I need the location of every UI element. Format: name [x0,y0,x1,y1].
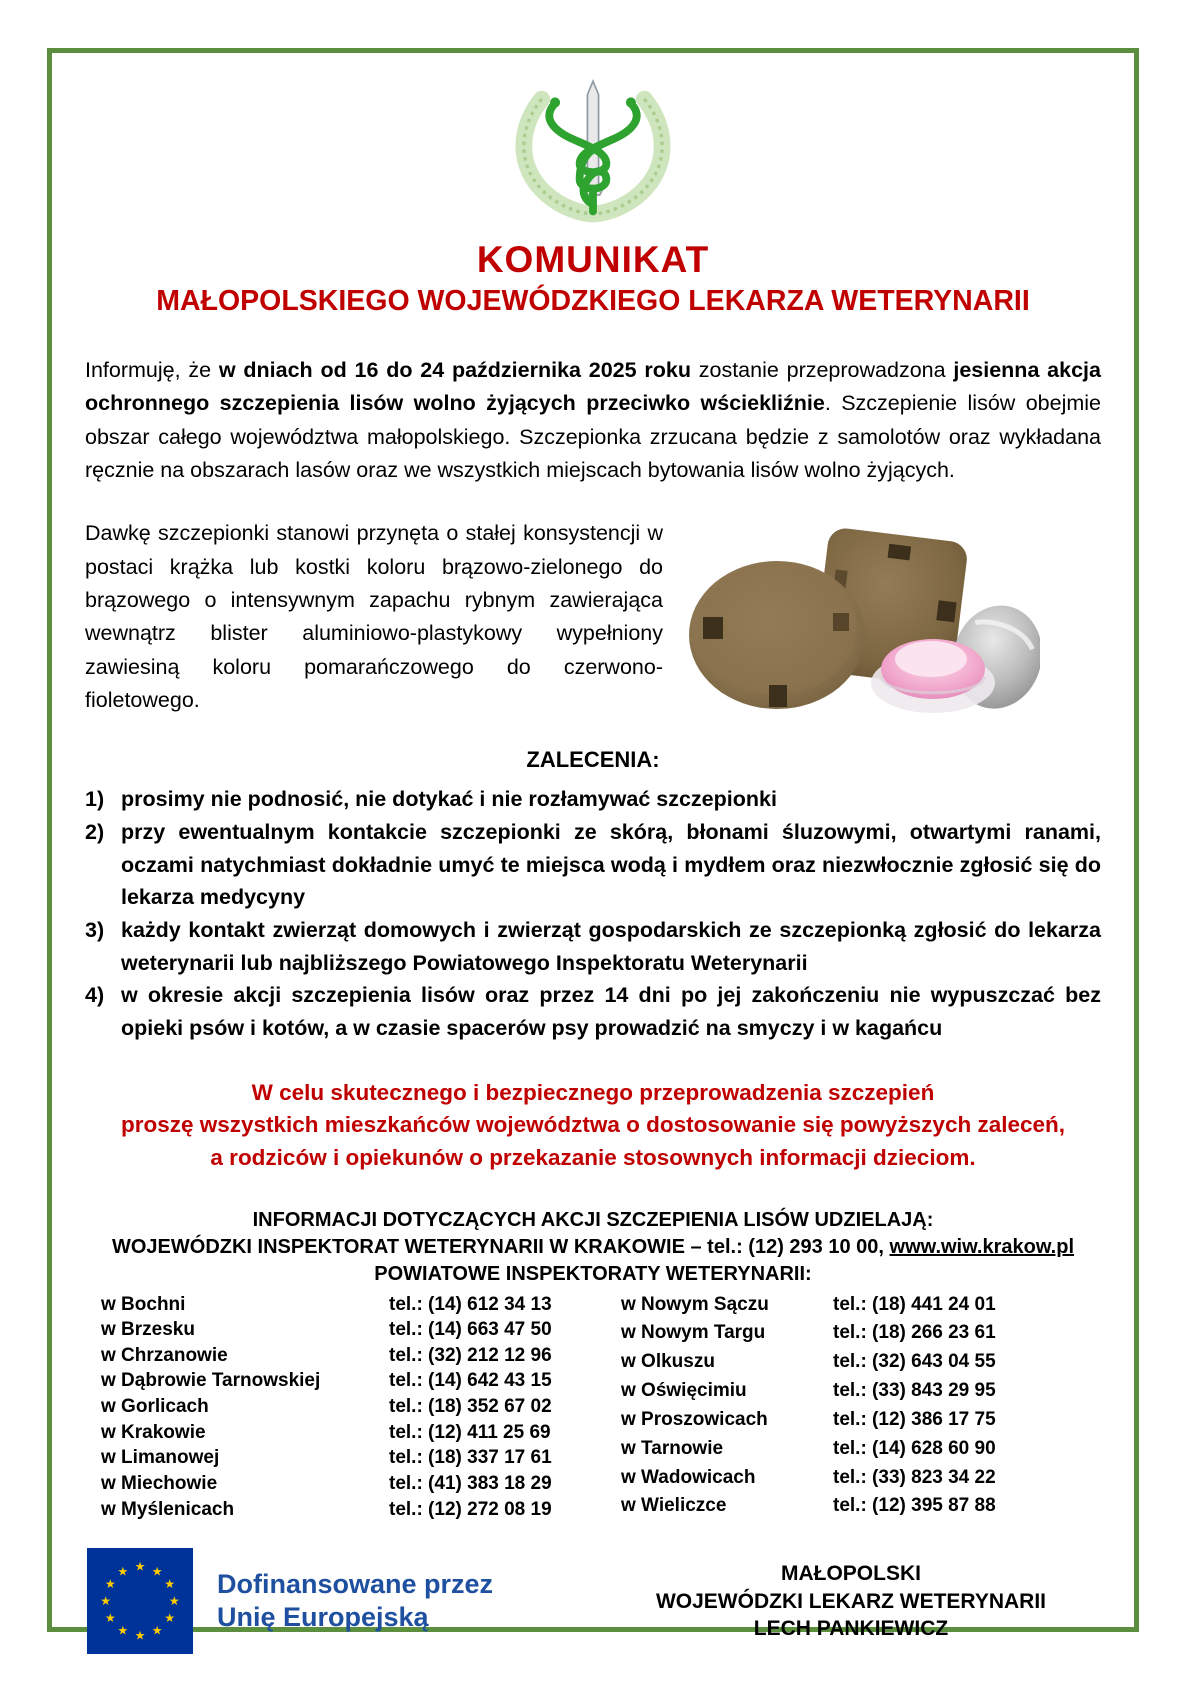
contact-phone: tel.: (12) 395 87 88 [833,1495,996,1517]
contact-office: w Nowym Sączu [621,1293,769,1315]
logo-container [85,79,1101,229]
contact-office: w Oświęcimiu [621,1380,747,1402]
list-item-number: 3) [85,917,105,942]
contact-office: w Chrzanowie [101,1344,228,1366]
contact-office: w Tarnowie [621,1437,724,1459]
zalecenia-list [85,783,1101,1044]
svg-text:★: ★ [164,1577,176,1592]
svg-text:★: ★ [168,1594,180,1609]
appeal-line: W celu skutecznego i bezpiecznego przeprowadzenia szczepień [251,1079,935,1105]
eu-flag-icon [87,1548,193,1654]
contact-office: w Wadowicach [621,1466,756,1488]
contact-office: w Limanowej [101,1447,220,1469]
signature-line: WOJEWÓDZKI LEKARZ WETERYNARII [655,1589,1046,1613]
contact-phone: tel.: (12) 411 25 69 [389,1421,551,1443]
contact-office: w Bochni [101,1293,186,1315]
info-voivodeship-text: WOJEWÓDZKI INSPEKTORAT WETERYNARII W KRAKOWIE – tel.: (12) 293 10 00, [112,1235,890,1258]
contact-office: w Myślenicach [101,1498,235,1520]
contact-phone: tel.: (12) 272 08 19 [389,1498,552,1520]
contact-phone: tel.: (18) 441 24 01 [833,1293,996,1315]
veterinary-caduceus-icon [498,79,688,224]
eu-funding-line: Dofinansowane przez [217,1568,494,1599]
contact-phone: tel.: (12) 386 17 75 [833,1408,996,1430]
list-item-text: w okresie akcji szczepienia lisów oraz przez 14 dni po jej zakończeniu nie wypuszczać bez opieki psów i kotów, a w czasie spacerów psy prowadzić na smyczy i w kagańcu [121,983,1101,1040]
svg-text:★: ★ [104,1577,116,1592]
contact-phone: tel.: (18) 337 17 61 [389,1447,552,1469]
text-segment: Informuję, że [85,358,219,382]
contact-phone: tel.: (14) 642 43 15 [389,1370,552,1392]
svg-text:★: ★ [104,1611,116,1626]
contact-office: w Nowym Targu [621,1322,766,1344]
appeal-line: proszę wszystkich mieszkańców województwa o dostosowanie się powyższych zaleceń, [120,1112,1066,1138]
list-item-number: 1) [85,787,105,812]
contact-phone: tel.: (32) 643 04 55 [833,1351,996,1373]
dose-paragraph: Dawkę szczepionki stanowi przynęta o stałej konsystencji w postaci krążka lub kostki koloru brązowo-zielonego do brązowego o intensywnym zapachu rybnym zawierająca wewnątrz blister aluminiowo-plastykowy wypełniony zawiesiną koloru pomarańczowego do czerwono-fioletowego. [85,521,663,712]
contact-office: w Proszowicach [621,1408,768,1430]
wiw-krakow-link[interactable]: www.wiw.krakow.pl [889,1235,1074,1258]
page-title: KOMUNIKAT [476,239,710,280]
contact-phone: tel.: (14) 612 34 13 [389,1293,552,1315]
signature-block [656,1560,1046,1642]
info-block [85,1207,1101,1288]
contact-phone: tel.: (32) 212 12 96 [389,1344,552,1366]
list-item-text: prosimy nie podnosić, nie dotykać i nie rozłamywać szczepionki [121,787,777,812]
contact-phone: tel.: (14) 663 47 50 [389,1319,552,1341]
svg-text:★: ★ [151,1564,163,1579]
signature-line: MAŁOPOLSKI [780,1562,921,1586]
contacts-left-column [101,1292,619,1523]
text-segment: jesienna akcja ochronnego szczepienia lisów wolno żyjących przeciwko wściekliźnie [85,358,1107,416]
contact-office: w Dąbrowie Tarnowskiej [101,1370,321,1392]
signature-line: LECH PANKIEWICZ [753,1616,949,1640]
info-heading: INFORMACJI DOTYCZĄCYCH AKCJI SZCZEPIENIA LISÓW UDZIELAJĄ: [252,1208,934,1231]
intro-paragraph [85,354,1107,487]
dose-section [85,517,1101,717]
list-item-number: 2) [85,819,105,844]
list-item [85,783,1101,816]
svg-text:★: ★ [134,1628,146,1643]
svg-text:★: ★ [117,1623,129,1638]
contacts-table [85,1292,1101,1523]
footer [85,1548,1101,1654]
text-segment: w dniach od 16 do 24 października 2025 roku [218,358,691,382]
contact-phone: tel.: (18) 352 67 02 [389,1396,552,1418]
eu-funding-line: Unię Europejską [217,1602,429,1633]
svg-text:★: ★ [117,1564,129,1579]
svg-text:★: ★ [151,1623,163,1638]
contact-office: w Miechowie [101,1472,218,1494]
svg-text:★: ★ [134,1559,146,1574]
contact-phone: tel.: (33) 843 29 95 [833,1380,996,1402]
contact-office: w Gorlicach [101,1396,209,1418]
contact-phone: tel.: (18) 266 23 61 [833,1322,996,1344]
list-item [85,979,1101,1044]
text-segment: zostanie przeprowadzona [690,358,954,382]
appeal-line: a rodziców i opiekunów o przekazanie stosownych informacji dzieciom. [210,1144,976,1170]
svg-text:★: ★ [100,1594,112,1609]
contact-phone: tel.: (14) 628 60 90 [833,1437,996,1459]
list-item-number: 4) [85,983,105,1008]
vaccine-bait-photo [685,517,1040,717]
list-item-text: przy ewentualnym kontakcie szczepionki ze skórą, błonami śluzowymi, otwartymi ranami, oczami natychmiast dokładnie umyć te miejsca wodą i mydłem oraz niezwłocznie zgłosić się do lekarza medycyny [121,819,1101,910]
list-item [85,914,1101,979]
appeal-block [85,1077,1101,1175]
eu-funding-text [217,1568,493,1636]
announcement-page [47,48,1139,1643]
page-subtitle: MAŁOPOLSKIEGO WOJEWÓDZKIEGO LEKARZA WETERYNARII [156,285,1030,317]
info-voivodeship-line [85,1234,1101,1261]
info-county-heading: POWIATOWE INSPEKTORATY WETERYNARII: [374,1262,812,1285]
contact-phone: tel.: (33) 823 34 22 [833,1466,996,1488]
svg-text:★: ★ [164,1611,176,1626]
list-item-text: każdy kontakt zwierząt domowych i zwierząt gospodarskich ze szczepionką zgłosić do lekarza weterynarii lub najbliższego Powiatowego Inspektoratu Weterynarii [121,917,1101,975]
eu-funding-block [87,1548,493,1654]
contact-phone: tel.: (41) 383 18 29 [389,1472,552,1494]
bait-disc [689,561,865,709]
contact-office: w Wieliczce [621,1495,727,1517]
zalecenia-heading: ZALECENIA: [526,747,660,773]
contact-office: w Olkuszu [621,1351,715,1373]
contacts-right-column [621,1292,1061,1523]
contact-office: w Krakowie [101,1421,206,1443]
text-segment: . Szczepienie lisów obejmie obszar całego województwa małopolskiego. Szczepionka zrzucana będzie z samolotów oraz wykładana ręcznie na obszarach lasów oraz we wszystkich miejscach bytowania lisów wolno żyjących. [85,391,1107,482]
list-item [85,816,1101,914]
contact-office: w Brzesku [101,1319,195,1341]
